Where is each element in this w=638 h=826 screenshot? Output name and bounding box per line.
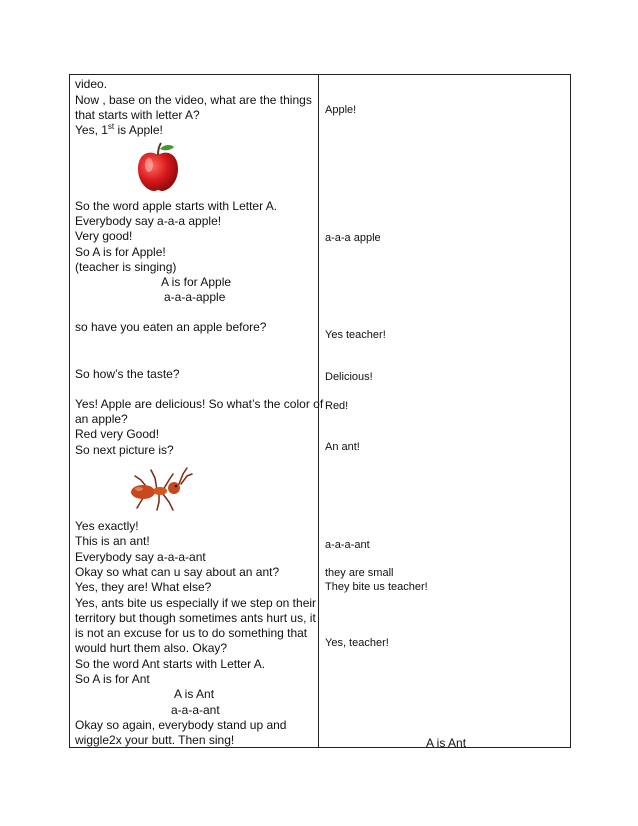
teacher-line: Yes, ants bite us especially if we step on their [75,596,317,610]
song-line: A is Ant [174,687,215,701]
teacher-line: So A is for Apple! [75,245,166,259]
teacher-line: So A is for Ant [75,672,150,686]
teacher-line: Yes, they are! What else? [75,580,212,594]
teacher-line: video. [75,77,108,91]
teacher-line: territory but though sometimes ants hurt us, it [75,611,316,625]
teacher-line: So how’s the taste? [75,367,180,381]
teacher-line: so have you eaten an apple before? [75,320,267,334]
teacher-line: So the word apple starts with Letter A. [75,199,278,213]
student-response: Delicious! [325,371,373,383]
teacher-line: So the word Ant starts with Letter A. [75,657,266,671]
teacher-line: Now , base on the video, what are the things [75,93,312,107]
teacher-line: Red very Good! [75,427,160,441]
teacher-line: Okay so again, everybody stand up and [75,718,287,732]
student-response: a-a-a-ant [325,539,370,551]
student-response: An ant! [325,441,360,453]
teacher-line: Everybody say a-a-a-ant [75,550,206,564]
teacher-line: Okay so what can u say about an ant? [75,565,280,579]
teacher-line: would hurt them also. Okay? [75,641,228,655]
song-line: A is for Apple [161,275,232,289]
teacher-line: Very good! [75,229,133,243]
teacher-line: (teacher is singing) [75,260,177,274]
student-response: Yes, teacher! [325,637,389,649]
teacher-line: Yes exactly! [75,519,139,533]
student-response: A is Ant [426,736,467,750]
teacher-line: an apple? [75,412,128,426]
teacher-line: wiggle2x your butt. Then sing! [75,733,235,747]
apple-icon [134,141,182,193]
student-response: They bite us teacher! [325,581,428,593]
teacher-line: So next picture is? [75,443,174,457]
ant-icon [127,464,193,512]
student-response: a-a-a apple [325,232,381,244]
teacher-line: that starts with letter A? [75,108,200,122]
student-response: they are small [325,567,394,579]
student-response: Red! [325,400,349,412]
song-line: a-a-a-ant [171,703,220,717]
song-line: a-a-a-apple [164,290,226,304]
teacher-line: is not an excuse for us to do something that [75,626,308,640]
student-response: Apple! [325,104,357,116]
student-response: Yes teacher! [325,329,386,341]
teacher-line: Yes! Apple are delicious! So what’s the color of [75,397,324,411]
teacher-line: Yes, 1st is Apple! [75,122,163,137]
teacher-line: Everybody say a-a-a apple! [75,214,222,228]
teacher-line: This is an ant! [75,534,150,548]
